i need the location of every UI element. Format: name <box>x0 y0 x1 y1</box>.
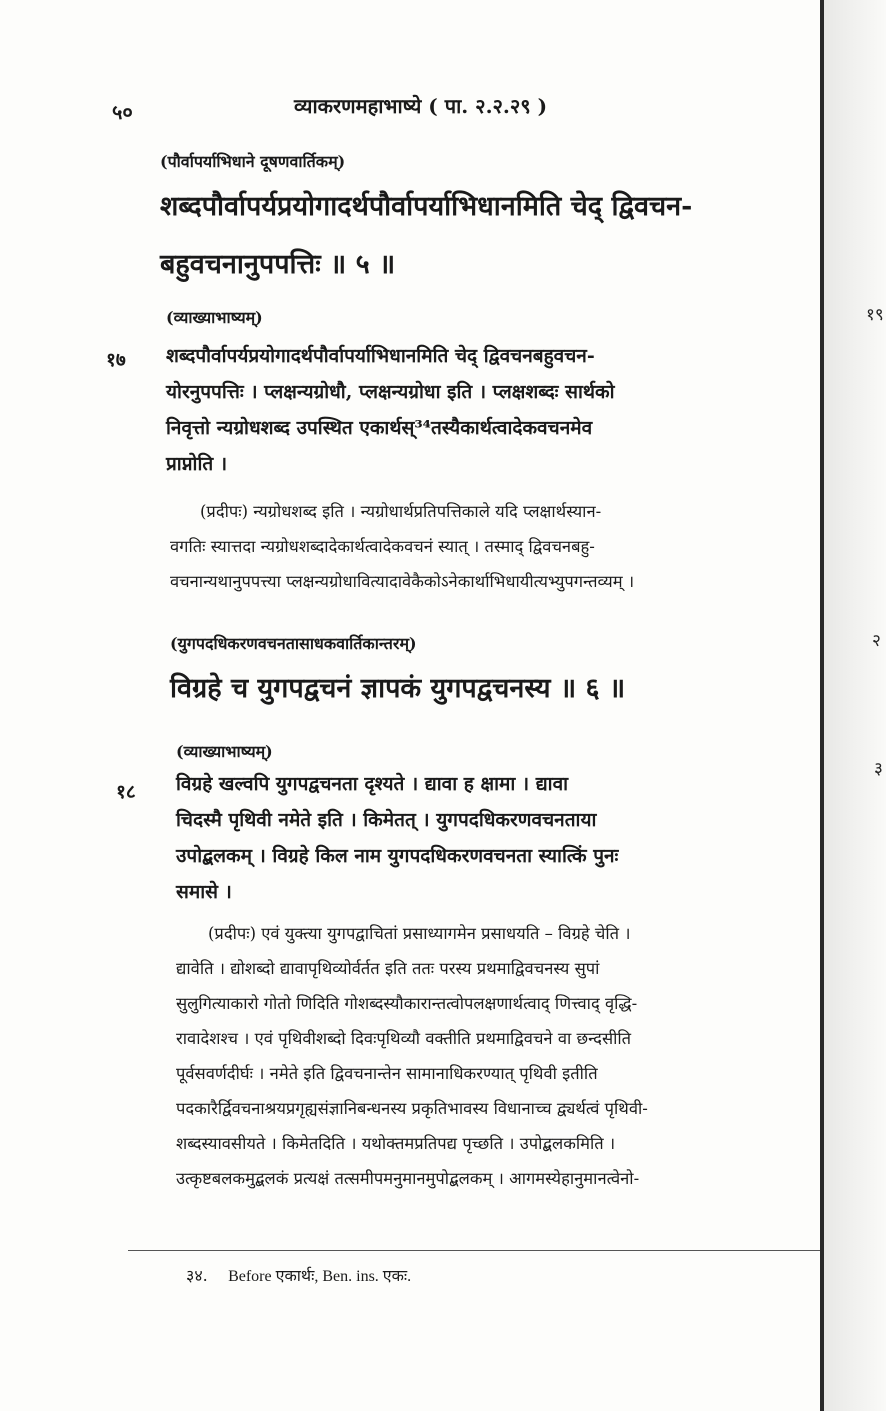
vartika-sutra <box>160 178 692 294</box>
text-line: विग्रहे खल्वपि युगपद्वचनता दृश्यते । द्यावा ह क्षामा । द्यावा <box>176 773 569 795</box>
text-line: उपोद्बलकम् । विग्रहे किल नाम युगपदधिकरणवचनता स्यात्किं पुनः <box>176 845 619 867</box>
page-number: ५० <box>112 100 133 124</box>
section-caption: (युगपदधिकरणवचनतासाधकवार्तिकान्तरम्) <box>170 634 417 653</box>
sutra-line: शब्दपौर्वापर्यप्रयोगादर्थपौर्वापर्याभिधानमिति चेद् द्विवचन- <box>160 191 693 222</box>
binding-shadow <box>824 0 886 1411</box>
text-line: शब्दपौर्वापर्यप्रयोगादर्थपौर्वापर्याभिधानमिति चेद् द्विवचनबहुवचन- <box>166 345 595 367</box>
text-line: द्यावेति । द्योशब्दो द्यावापृथिव्योर्वर्तत इति ततः परस्य प्रथमाद्विवचनस्य सुपां <box>176 959 600 978</box>
footnote-text: Before एकार्थः, Ben. ins. एकः. <box>228 1268 412 1285</box>
footnote <box>186 1264 411 1286</box>
text-line: समासे । <box>176 881 232 903</box>
text-line: योरनुपपत्तिः । प्लक्षन्यग्रोधौ, प्लक्षन्यग्रोधा इति । प्लक्षशब्दः सार्थको <box>166 381 615 403</box>
line-number: १८ <box>116 781 136 803</box>
pradipa-commentary <box>176 916 648 1196</box>
vartika-sutra <box>170 660 625 718</box>
margin-number: ३ <box>874 759 883 779</box>
binding-edge <box>820 0 824 1411</box>
bhashya-text <box>176 766 618 910</box>
footnote-rule <box>128 1250 820 1251</box>
section-caption: (व्याख्याभाष्यम्) <box>176 742 273 761</box>
text-line: सुलुगित्याकारो गोतो णिदिति गोशब्दस्यौकारान्तत्वोपलक्षणार्थत्वाद् णित्त्वाद् वृद्धि- <box>176 994 638 1013</box>
text-line: वगतिः स्यात्तदा न्यग्रोधशब्दादेकार्थत्वादेकवचनं स्यात् । तस्माद् द्विवचनबहु- <box>170 537 595 556</box>
footnote-number: ३४. <box>186 1266 208 1285</box>
sutra-line: विग्रहे च युगपद्वचनं ज्ञापकं युगपद्वचनस्य ॥ ६ ॥ <box>170 673 626 704</box>
text-line: उत्कृष्टबलकमुद्बलकं प्रत्यक्षं तत्समीपमनुमानमुपोद्बलकम् । आगमस्येहानुमानत्वेनो- <box>176 1169 640 1188</box>
line-number: १७ <box>106 349 126 371</box>
text-line: रावादेशश्च । एवं पृथिवीशब्दो दिवःपृथिव्यौ वक्तीति प्रथमाद्विवचने वा छन्दसीति <box>176 1029 632 1048</box>
text-line: प्राप्नोति । <box>166 453 228 475</box>
text-line: पदकारैर्द्विवचनाश्रयप्रगृह्यसंज्ञानिबन्धनस्य प्रकृतिभावस्य विधानाच्च द्व्यर्थत्वं पृथिवी- <box>176 1099 648 1118</box>
margin-number: २ <box>872 631 881 651</box>
page-header <box>112 92 632 122</box>
text-line: पूर्वसवर्णदीर्घः । नमेते इति द्विवचनान्तेन सामानाधिकरण्यात् पृथिवी इतीति <box>176 1064 598 1083</box>
text-line: वचनान्यथानुपपत्त्या प्लक्षन्यग्रोधावित्यादावेकैकोऽनेकार्थाभिधायीत्यभ्युपगन्तव्यम् । <box>170 572 635 591</box>
pradipa-commentary <box>170 494 634 599</box>
text-line: चिदस्मै पृथिवी नमेते इति । किमेतत् । युगपदधिकरणवचनताया <box>176 809 597 831</box>
text-line: (प्रदीपः) न्यग्रोधशब्द इति । न्यग्रोधार्थप्रतिपत्तिकाले यदि प्लक्षार्थस्यान- <box>200 502 602 521</box>
running-head: व्याकरणमहाभाष्ये ( पा. २.२.२९ ) <box>294 94 548 118</box>
section-caption: (व्याख्याभाष्यम्) <box>166 308 263 327</box>
sutra-line: बहुवचनानुपपत्तिः ॥ ५ ॥ <box>160 249 396 280</box>
text-line: (प्रदीपः) एवं युक्त्या युगपद्वाचितां प्रसाध्यागमेन प्रसाधयति – विग्रहे चेति । <box>208 924 631 943</box>
text-line: निवृत्तो न्यग्रोधशब्द उपस्थित एकार्थस्³⁴तस्यैकार्थत्वादेकवचनमेव <box>166 417 593 439</box>
margin-number: १९ <box>866 305 884 325</box>
text-line: शब्दस्यावसीयते । किमेतदिति । यथोक्तमप्रतिपद्य पृच्छति । उपोद्बलकमिति । <box>176 1134 616 1153</box>
section-caption: (पौर्वापर्याभिधाने दूषणवार्तिकम्) <box>160 152 346 171</box>
bhashya-text <box>166 338 615 482</box>
